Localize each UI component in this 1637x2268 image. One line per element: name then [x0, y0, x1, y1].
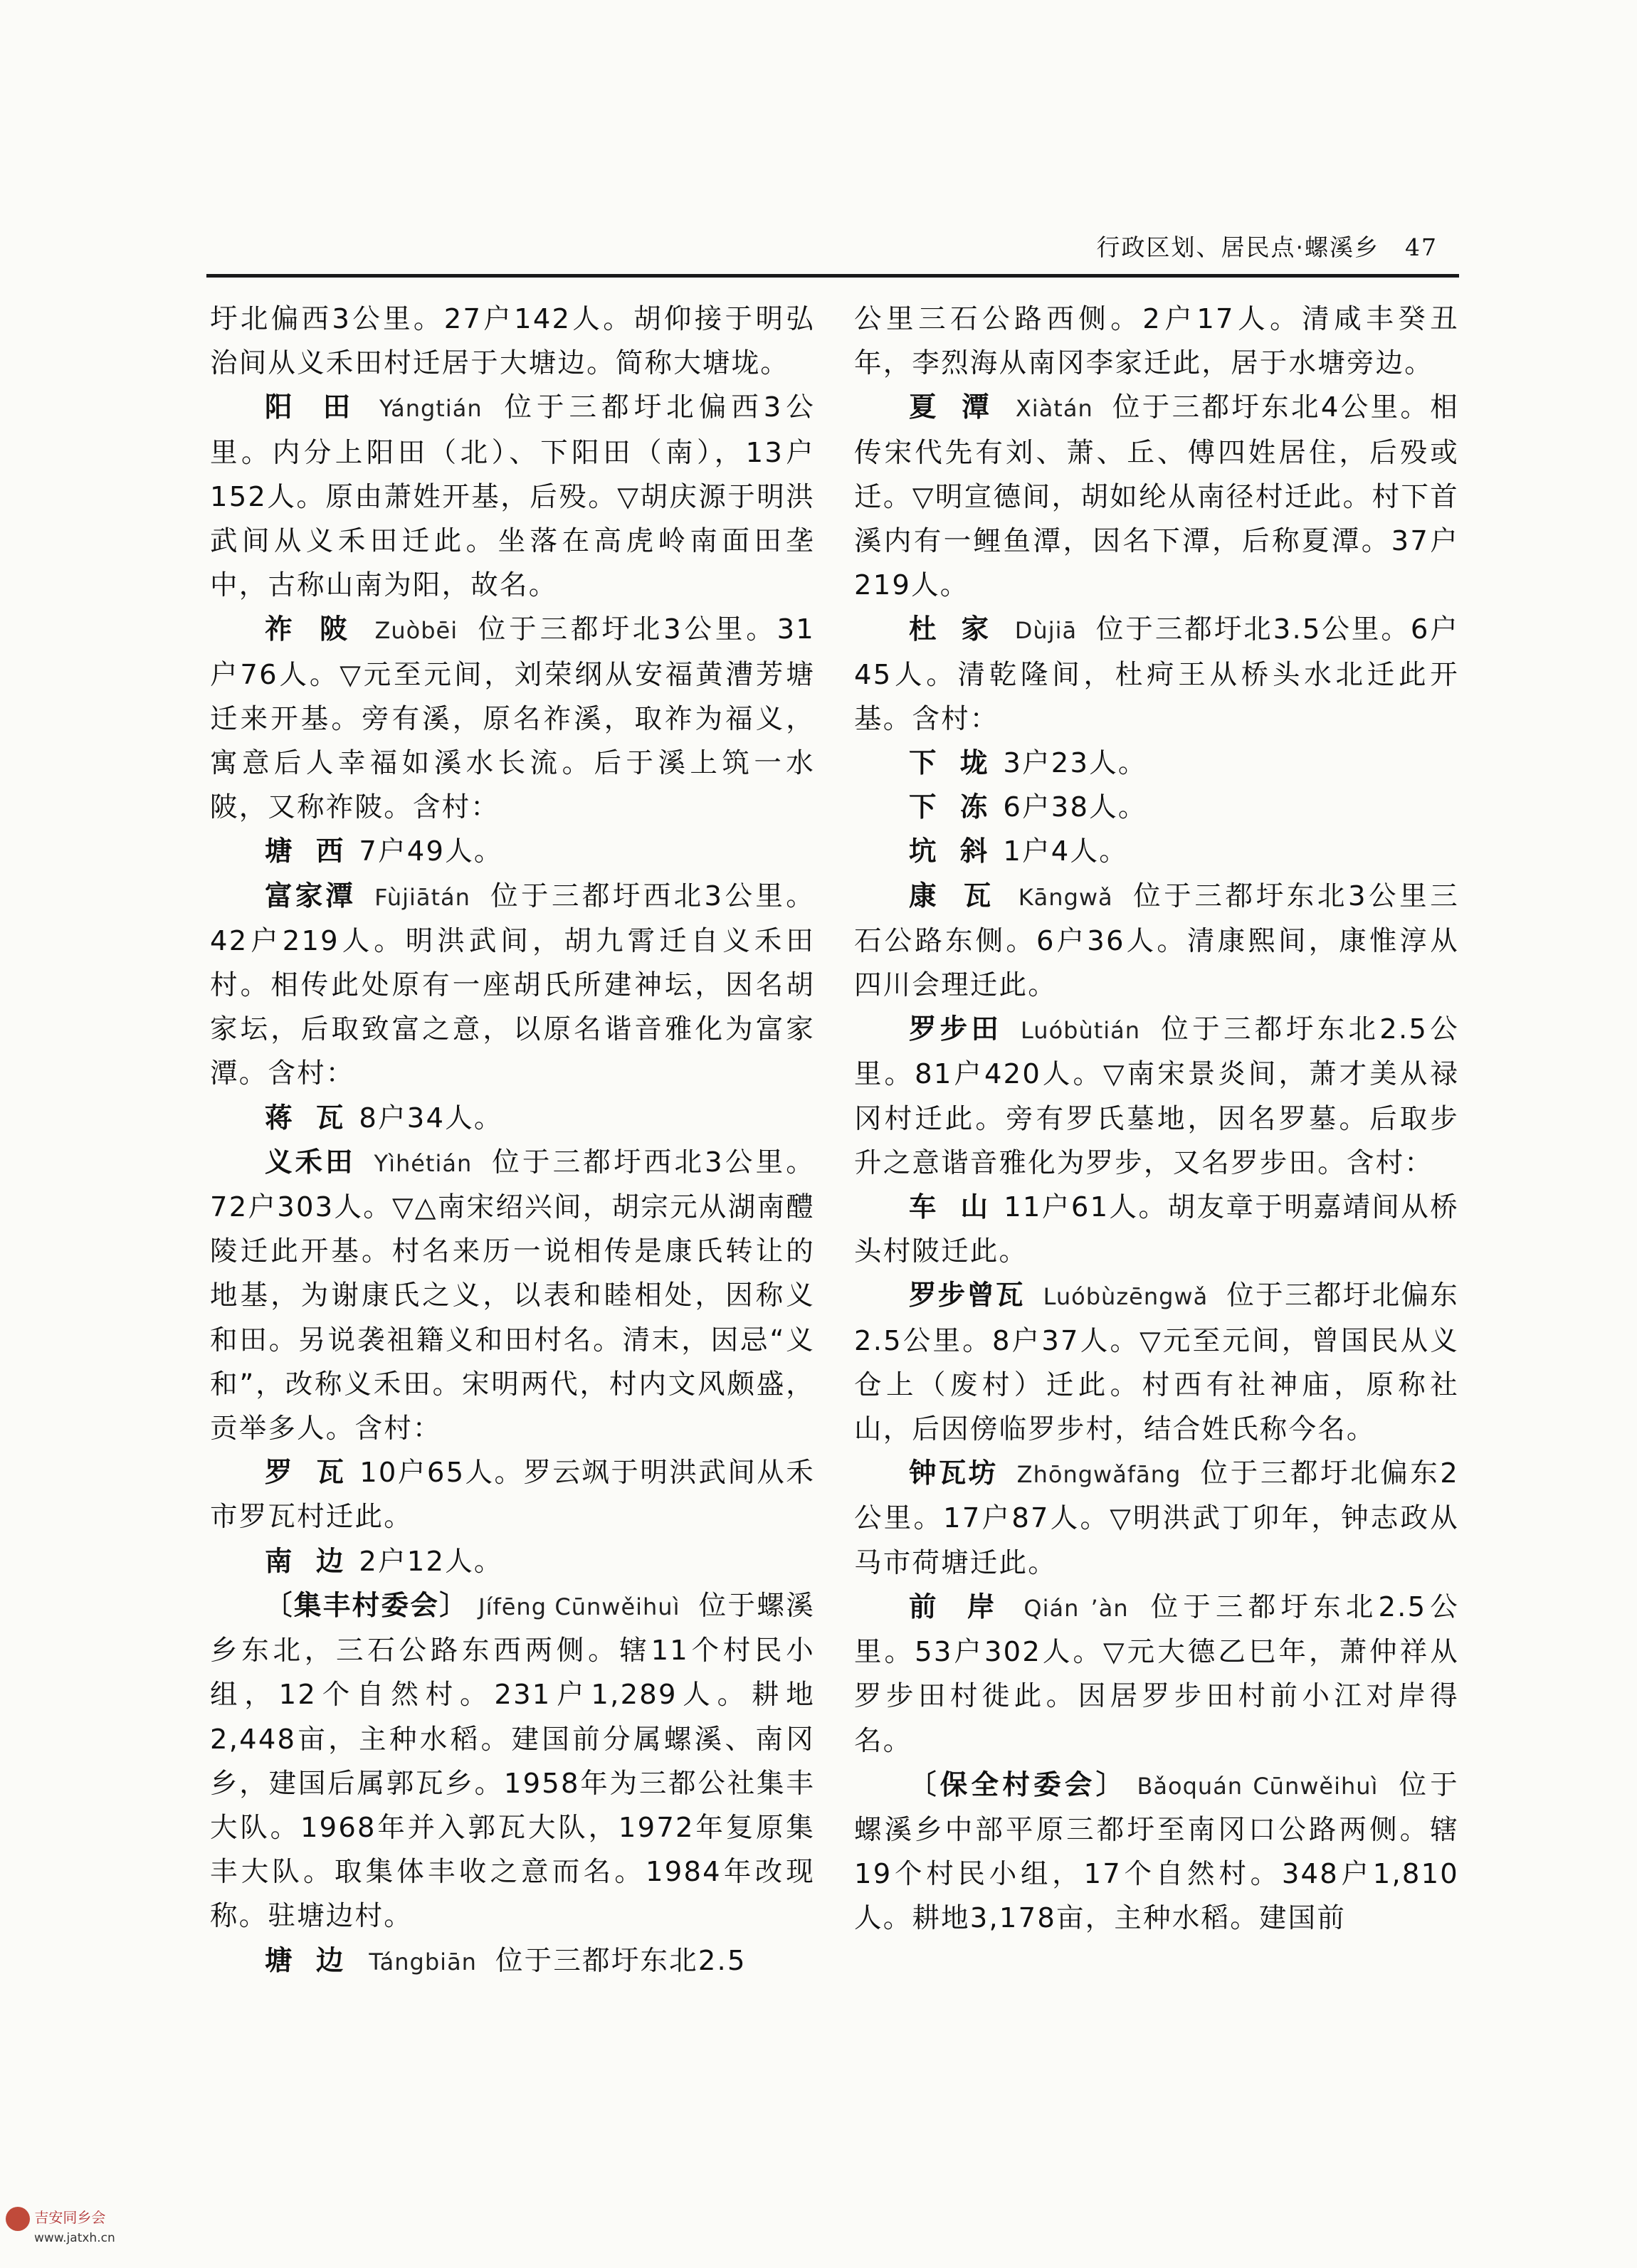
entry-name: 康 瓦 [909, 880, 1000, 912]
entry-pinyin: Luóbùzēngwǎ [1043, 1283, 1209, 1311]
entry-text: 位于三都圩北3.5公里。6户45人。清乾隆间，杜疴王从桥头水北迁此开基。含村： [854, 613, 1460, 735]
entry-name: 富家潭 [265, 880, 357, 912]
subentry-jiangwa [210, 1097, 815, 1141]
entry-name: 下 冻 [909, 791, 995, 824]
entry-text: 位于三都圩东北4公里。相传宋代先有刘、萧、丘、傅四姓居住，后殁或迁。▽明宣德间，胡如纶从南径村迁此。村下首溪内有一鲤鱼潭，因名下潭，后称夏潭。37户219人。 [854, 391, 1459, 602]
entry-pinyin: Fùjiātán [374, 883, 470, 911]
entry-name: 〔集丰村委会〕 [265, 1589, 469, 1622]
entry-zuobei [210, 608, 815, 830]
subentry-kengxie [854, 830, 1459, 874]
entry-name: 坑 斜 [909, 835, 995, 868]
page-number: 47 [1405, 233, 1438, 261]
entry-name: 义禾田 [265, 1146, 356, 1178]
entry-text: 位于螺溪乡东北，三石公路东西两侧。辖11个村民小组，12个自然村。231户1,289人。耕地2,448亩，主种水稻。建国前分属螺溪、南冈乡，建国后属郭瓦乡。1958年为三都公社集丰大队。1968年并入郭瓦大队，1972年复原集丰大队。取集体丰收之意而名。1984年改现称。驻塘边村。 [210, 1589, 815, 1933]
entry-text: 10户65人。罗云飒于明洪武间从禾市罗瓦村迁此。 [210, 1457, 815, 1534]
entry-yihetian [210, 1141, 815, 1451]
entry-text: 位于三都圩东北2.5公里。81户420人。▽南宋景炎间，萧才美从禄冈村迁此。旁有罗氏墓地，因名罗墓。后取步升之意谐音雅化为罗步，又名罗步田。含村： [854, 1013, 1459, 1179]
left-column [210, 297, 815, 1984]
entry-baoquan-committee [854, 1763, 1459, 1941]
entry-pinyin: Qián ’àn [1023, 1594, 1129, 1622]
entry-name: 蒋 瓦 [265, 1102, 351, 1134]
entry-xiatan [854, 386, 1459, 608]
entry-text: 位于三都圩东北2.5公里。53户302人。▽元大德乙巳年，萧仲祥从罗步田村徙此。因居罗步田村前小江对岸得名。 [854, 1591, 1460, 1757]
entry-pinyin: Tángbiān [369, 1948, 477, 1976]
entry-luobuzengwa [854, 1274, 1459, 1452]
entry-name: 罗步曾瓦 [909, 1280, 1025, 1312]
entry-text: 位于三都圩西北3公里。42户219人。明洪武间，胡九霄迁自义禾田村。相传此处原有一座胡氏所建神坛，因名胡家坛，后取致富之意，以原名谐音雅化为富家潭。含村： [210, 880, 815, 1090]
entry-luobutian [854, 1008, 1459, 1186]
entry-kangwa [854, 875, 1459, 1008]
entry-text: 3户23人。 [1003, 747, 1147, 780]
entry-name: 罗步田 [909, 1013, 1003, 1046]
entry-name: 车 山 [909, 1191, 996, 1224]
entry-name: 下 垅 [909, 747, 995, 780]
entry-name: 塘 西 [265, 835, 351, 868]
subentry-tangxi [210, 830, 815, 874]
watermark-logo-icon [6, 2207, 30, 2231]
site-watermark [6, 2206, 191, 2263]
entry-text: 2户12人。 [359, 1545, 503, 1578]
entry-jifeng-committee [210, 1584, 815, 1939]
entry-text: 位于螺溪乡中部平原三都圩至南冈口公路两侧。辖19个村民小组，17个自然村。348户1,810人。耕地3,178亩，主种水稻。建国前 [854, 1768, 1459, 1935]
entry-zhongwafang [854, 1452, 1459, 1586]
running-header [1011, 229, 1438, 272]
entry-text: 位于三都圩北3公里。31户76人。▽元至元间，刘荣纲从安福黄漕芳塘迁来开基。旁有溪，原名祚溪，取祚为福义，寓意后人幸福如溪水长流。后于溪上筑一水陂，又称祚陂。含村： [210, 613, 815, 824]
entry-pinyin: Dùjiā [1014, 617, 1078, 645]
entry-pinyin: Jífēng Cūnwěihuì [478, 1593, 680, 1620]
header-rule [206, 274, 1459, 278]
entry-name: 钟瓦坊 [909, 1457, 999, 1490]
entry-yangtian [210, 386, 815, 608]
entry-text: 位于三都圩西北3公里。72户303人。▽△南宋绍兴间，胡宗元从湖南醴陵迁此开基。村名来历一说相传是康氏转让的地基，为谢康氏之义，以表和睦相处，因称义和田。另说袭祖籍义和田村名。清末，因忌“义和”，改称义禾田。宋明两代，村内文风颇盛，贡举多人。含村： [210, 1146, 815, 1445]
entry-qianan [854, 1586, 1459, 1763]
subentry-luowa [210, 1451, 815, 1539]
entry-dujia [854, 608, 1459, 742]
entry-name: 罗 瓦 [265, 1457, 352, 1489]
right-column [854, 297, 1459, 1941]
entry-text: 位于三都圩东北2.5 [495, 1944, 747, 1977]
entry-text: 11户61人。胡友章于明嘉靖间从桥头村陂迁此。 [854, 1191, 1459, 1268]
watermark-site: www.jatxh.cn [34, 2230, 115, 2245]
entry-name: 前 岸 [909, 1591, 1006, 1623]
entry-text: 位于三都圩北偏东2公里。17户87人。▽明洪武丁卯年，钟志政从马市荷塘迁此。 [854, 1457, 1459, 1579]
entry-pinyin: Luóbùtián [1021, 1017, 1141, 1045]
entry-continuation: 圩北偏西3公里。27户142人。胡仰接于明弘治间从义禾田村迁居于大塘边。简称大塘垅。 [210, 303, 815, 380]
subentry-nanbian [210, 1540, 815, 1584]
entry-text: 7户49人。 [359, 835, 503, 868]
entry-pinyin: Yìhétián [374, 1149, 473, 1177]
entry-name: 〔保全村委会〕 [909, 1768, 1127, 1801]
entry-tangbian [210, 1939, 815, 1984]
entry-pinyin: Yángtián [379, 395, 483, 423]
subentry-xiadong [854, 786, 1459, 830]
entry-pinyin: Xiàtán [1015, 395, 1093, 423]
section-title: 行政区划、居民点·螺溪乡 [1096, 233, 1379, 261]
entry-name: 阳 田 [265, 391, 361, 424]
entry-fujiatan [210, 875, 815, 1097]
entry-pinyin: Bǎoquán Cūnwěihuì [1137, 1772, 1379, 1800]
entry-pinyin: Zhōngwǎfāng [1016, 1461, 1181, 1489]
entry-continuation: 公里三石公路西侧。2户17人。清咸丰癸丑年，李烈海从南冈李家迁此，居于水塘旁边。 [854, 303, 1459, 380]
entry-text: 6户38人。 [1003, 791, 1147, 824]
subentry-cheshan [854, 1186, 1459, 1274]
entry-name: 夏 潭 [909, 391, 997, 424]
watermark-brand: 吉安同乡会 [34, 2209, 106, 2226]
entry-text: 8户34人。 [359, 1102, 503, 1134]
entry-name: 杜 家 [909, 613, 996, 646]
entry-name: 塘 边 [265, 1944, 351, 1977]
entry-name: 祚 陂 [265, 613, 357, 646]
entry-name: 南 边 [265, 1545, 351, 1578]
entry-text: 位于三都圩东北3公里三石公路东侧。6户36人。清康熙间，康惟淳从四川会理迁此。 [854, 880, 1460, 1002]
entry-text: 1户4人。 [1003, 835, 1128, 868]
entry-text: 位于三都圩北偏东2.5公里。8户37人。▽元至元间，曾国民从义仓上（废村）迁此。村西有社神庙，原称社山，后因傍临罗步村，结合姓氏称今名。 [854, 1280, 1459, 1446]
entry-text: 位于三都圩北偏西3公里。内分上阳田（北）、下阳田（南），13户152人。原由萧姓开基，后殁。▽胡庆源于明洪武间从义禾田迁此。坐落在高虎岭南面田垄中，古称山南为阳，故名。 [210, 391, 816, 602]
subentry-xialong [854, 742, 1459, 786]
entry-pinyin: Zuòbēi [374, 617, 458, 645]
entry-pinyin: Kāngwǎ [1018, 883, 1113, 911]
